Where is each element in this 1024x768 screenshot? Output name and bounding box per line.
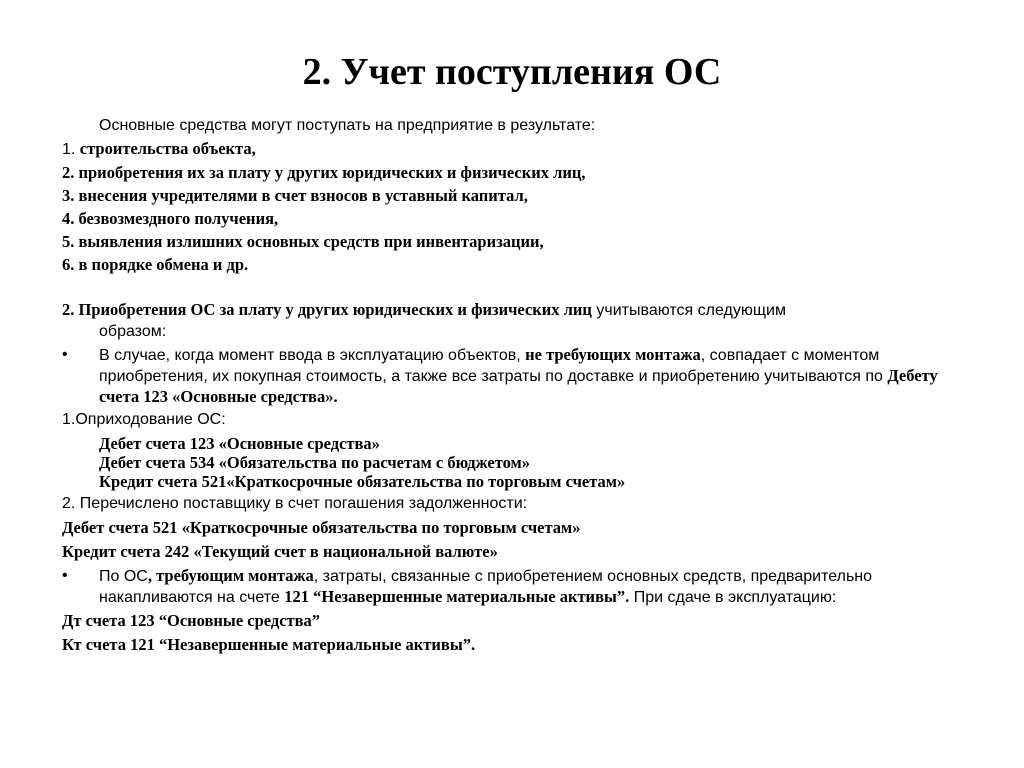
bullet1-part2: , совпадает с моментом приобретения, их покупная стоимость, а также все затраты по доставке и приобретению учитываются по xyxy=(99,347,888,385)
bullet2-part2: , затраты, связанные с приобретением основных средств, предварительно накапливаются на счете xyxy=(99,568,873,606)
list-item-3: 3. внесения учредителями в счет взносов в уставный капитал, xyxy=(62,186,528,205)
bullet-marker: • xyxy=(62,346,68,363)
section2-heading xyxy=(62,300,962,342)
bullet1-bold1: не требующих монтажа xyxy=(525,345,701,364)
step2-credit: Кредит счета 242 «Текущий счет в национальной валюте» xyxy=(62,542,498,561)
list-item-5: 5. выявления излишних основных средств при инвентаризации, xyxy=(62,232,544,251)
list-item-2: 2. приобретения их за плату у других юридических и физических лиц, xyxy=(62,163,586,182)
list-item-1 xyxy=(62,139,962,160)
slide-content xyxy=(62,116,962,659)
section2-rest: учитываются следующим xyxy=(591,302,786,319)
bullet2-bold1: , требующим монтажа xyxy=(147,566,314,585)
list-item-text: строительства объекта, xyxy=(79,139,256,158)
step1-label: 1.Оприходование ОС: xyxy=(62,411,226,428)
slide-title: 2. Учет поступления ОС xyxy=(302,51,722,93)
list-item-4: 4. безвозмездного получения, xyxy=(62,209,279,228)
step1-entry-credit-521: Кредит счета 521«Краткосрочные обязательства по торговым счетам» xyxy=(99,472,626,491)
bullet1-part1: В случае, когда момент ввода в эксплуатацию объектов, xyxy=(99,347,526,364)
bullet2-bold2: 121 “Незавершенные материальные активы”. xyxy=(284,587,630,606)
final-debit: Дт счета 123 “Основные средства” xyxy=(62,611,321,630)
step2-debit: Дебет счета 521 «Краткосрочные обязательства по торговым счетам» xyxy=(62,518,581,537)
bullet2-part1: По ОС xyxy=(99,568,148,585)
bullet-with-installation xyxy=(62,566,962,608)
list-item-6: 6. в порядке обмена и др. xyxy=(62,255,249,274)
bullet-marker: • xyxy=(62,567,68,584)
bullet1-bold2: Дебету счета 123 «Основные средства». xyxy=(99,366,938,406)
intro-text: Основные средства могут поступать на предприятие в результате: xyxy=(99,117,596,134)
list-item-number: 1. xyxy=(62,141,80,158)
step1-entry-debit-534: Дебет счета 534 «Обязательства по расчетам с бюджетом» xyxy=(99,453,531,472)
section2-bold: 2. Приобретения ОС за плату у других юридических и физических лиц xyxy=(62,300,592,319)
final-credit: Кт счета 121 “Незавершенные материальные активы”. xyxy=(62,635,476,654)
bullet-no-installation xyxy=(62,345,962,407)
bullet2-part3: При сдаче в эксплуатацию: xyxy=(629,589,837,606)
spacer xyxy=(62,278,962,300)
step2-label: 2. Перечислено поставщику в счет погашения задолженности: xyxy=(62,495,528,512)
step1-entries xyxy=(62,434,962,491)
section2-rest-line2: образом: xyxy=(99,323,167,340)
step1-entry-debit-123: Дебет счета 123 «Основные средства» xyxy=(99,434,380,453)
